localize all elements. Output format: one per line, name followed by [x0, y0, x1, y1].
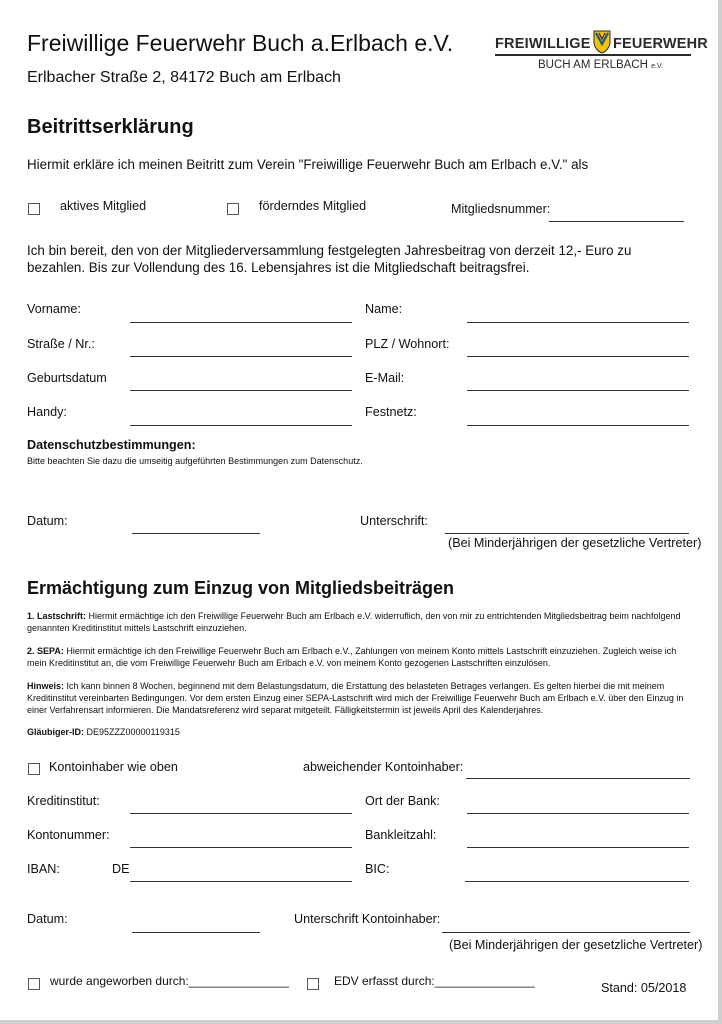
edv-label: EDV erfasst durch:_______________	[334, 974, 535, 988]
landline-field[interactable]	[467, 425, 689, 426]
recruited-by-label: wurde angeworben durch:_______________	[50, 974, 289, 988]
fee-text: Ich bin bereit, den von der Mitgliederversammlung festgelegten Jahresbeitrag von derzeit 12,- Euro zu bezahlen. Bis zur Vollendung des 16. Lebensjahres ist die Mitgliedschaft beitragsfrei.	[27, 243, 632, 275]
sepa-title: Ermächtigung zum Einzug von Mitgliedsbeiträgen	[27, 578, 455, 598]
guardian-note: (Bei Minderjährigen der gesetzliche Vertreter)	[448, 536, 702, 550]
email-field[interactable]	[467, 390, 689, 391]
supporting-member-checkbox[interactable]	[227, 203, 239, 215]
bank-city-label: Ort der Bank:	[365, 794, 440, 808]
holder-same-label: Kontoinhaber wie oben	[49, 760, 178, 774]
member-number-label: Mitgliedsnummer:	[451, 202, 551, 216]
membership-intro: Hiermit erkläre ich meinen Beitritt zum Verein "Freiwillige Feuerwehr Buch am Erlbach e.V." als	[27, 157, 589, 172]
bank-code-field[interactable]	[467, 847, 689, 848]
first-name-label: Vorname:	[27, 302, 81, 316]
street-label: Straße / Nr.:	[27, 337, 95, 351]
first-name-field[interactable]	[130, 322, 352, 323]
holder-other-field[interactable]	[466, 778, 690, 779]
holder-same-checkbox[interactable]	[28, 763, 40, 775]
sepa-p2-text: Hiermit ermächtige ich den Freiwillige Feuerwehr Buch am Erlbach e.V., Zahlungen von meinem Konto mittels Lastschrift einzuziehen. Zugleich weise ich mein Kreditinstitut an, die vom Freiwillige Feuerwehr Buch am Erlbach e.V. von meinem Konto gezogenen Lastschriften einzulösen.	[27, 646, 677, 668]
landline-label: Festnetz:	[365, 405, 417, 419]
sepa-p1-heading: 1. Lastschrift:	[27, 611, 87, 621]
account-number-field[interactable]	[130, 847, 352, 848]
mobile-label: Handy:	[27, 405, 67, 419]
logo-subtitle	[538, 59, 663, 71]
bic-field[interactable]	[465, 881, 689, 882]
sepa-date-field[interactable]	[132, 932, 260, 933]
bank-name-label: Kreditinstitut:	[27, 794, 100, 808]
active-member-label: aktives Mitglied	[60, 199, 147, 213]
supporting-member-label: förderndes Mitglied	[259, 199, 367, 213]
bank-code-label: Bankleitzahl:	[365, 828, 437, 842]
organization-name: Freiwillige Feuerwehr Buch a.Erlbach e.V.	[27, 30, 454, 56]
edv-checkbox[interactable]	[307, 978, 319, 990]
mobile-field[interactable]	[130, 425, 352, 426]
sepa-p2-heading: 2. SEPA:	[27, 646, 64, 656]
zip-city-label: PLZ / Wohnort:	[365, 337, 450, 351]
email-label: E-Mail:	[365, 371, 405, 385]
date-field[interactable]	[132, 533, 260, 534]
sepa-date-label: Datum:	[27, 912, 68, 926]
logo-word-2: FEUERWEHR	[613, 36, 708, 52]
account-number-label: Kontonummer:	[27, 828, 110, 842]
sepa-paragraph-1	[27, 610, 697, 634]
last-name-field[interactable]	[467, 322, 689, 323]
page-edge-bottom	[0, 1020, 722, 1024]
bic-label: BIC:	[365, 862, 390, 876]
logo-word-1: FREIWILLIGE	[495, 36, 591, 52]
organization-address: Erlbacher Straße 2, 84172 Buch am Erlbach	[27, 69, 341, 86]
fire-brigade-logo	[493, 30, 708, 74]
last-name-label: Name:	[365, 302, 403, 316]
date-label: Datum:	[27, 514, 68, 528]
shield-crest-icon	[593, 30, 611, 54]
bank-city-field[interactable]	[467, 813, 689, 814]
recruited-by-checkbox[interactable]	[28, 978, 40, 990]
iban-label: IBAN:	[27, 862, 60, 876]
iban-prefix: DE	[112, 862, 130, 876]
zip-city-field[interactable]	[467, 356, 689, 357]
sepa-paragraph-3	[27, 680, 697, 716]
creditor-id-label: Gläubiger-ID:	[27, 727, 85, 737]
creditor-id	[27, 726, 697, 738]
membership-title: Beitrittserklärung	[27, 116, 194, 138]
member-number-field[interactable]	[549, 221, 684, 222]
account-holder-signature-field[interactable]	[442, 932, 690, 933]
privacy-text: Bitte beachten Sie dazu die umseitig aufgeführten Bestimmungen zum Datenschutz.	[27, 456, 363, 466]
holder-other-label: abweichender Kontoinhaber:	[303, 760, 464, 774]
birthdate-field[interactable]	[130, 390, 352, 391]
signature-label: Unterschrift:	[360, 514, 428, 528]
account-holder-signature-label: Unterschrift Kontoinhaber:	[294, 912, 441, 926]
page-edge-right	[718, 0, 722, 1024]
logo-underline	[495, 54, 691, 56]
logo-subtitle-text: BUCH AM ERLBACH	[538, 59, 648, 71]
active-member-checkbox[interactable]	[28, 203, 40, 215]
birthdate-label: Geburtsdatum	[27, 371, 107, 385]
sepa-guardian-note: (Bei Minderjährigen der gesetzliche Vertreter)	[449, 938, 703, 952]
sepa-p1-text: Hiermit ermächtige ich den Freiwillige Feuerwehr Buch am Erlbach e.V. widerruflich, den von mir zu entrichtenden Mitgliedsbeitrag beim nachfolgend genannten Kreditinstitut mittels Lastschrift einzuziehen.	[27, 611, 681, 633]
logo-subtitle-suffix: e.V.	[651, 63, 663, 70]
privacy-title: Datenschutzbestimmungen:	[27, 438, 196, 452]
version-stamp: Stand: 05/2018	[601, 981, 687, 995]
sepa-p3-text: Ich kann binnen 8 Wochen, beginnend mit dem Belastungsdatum, die Erstattung des belasteten Betrages verlangen. Es gelten hierbei die mit meinem Kreditinstitut vereinbarten Bedingungen. Vor dem ersten Einzug einer SEPA-Lastschrift wird mich der Freiwillige Feuerwehr Buch am Erlbach e.V. über den Einzug in einer Verfahrensart informieren. Die Mandatsreferenz wird separat mitgeteilt. Fälligkeitstermin ist jeweils April des Kalenderjahres.	[27, 681, 684, 715]
signature-field[interactable]	[445, 533, 689, 534]
street-field[interactable]	[130, 356, 352, 357]
bank-name-field[interactable]	[130, 813, 352, 814]
sepa-p3-heading: Hinweis:	[27, 681, 65, 691]
iban-field[interactable]	[130, 881, 352, 882]
sepa-paragraph-2	[27, 645, 697, 669]
creditor-id-value: DE95ZZZ00000119315	[84, 727, 180, 737]
